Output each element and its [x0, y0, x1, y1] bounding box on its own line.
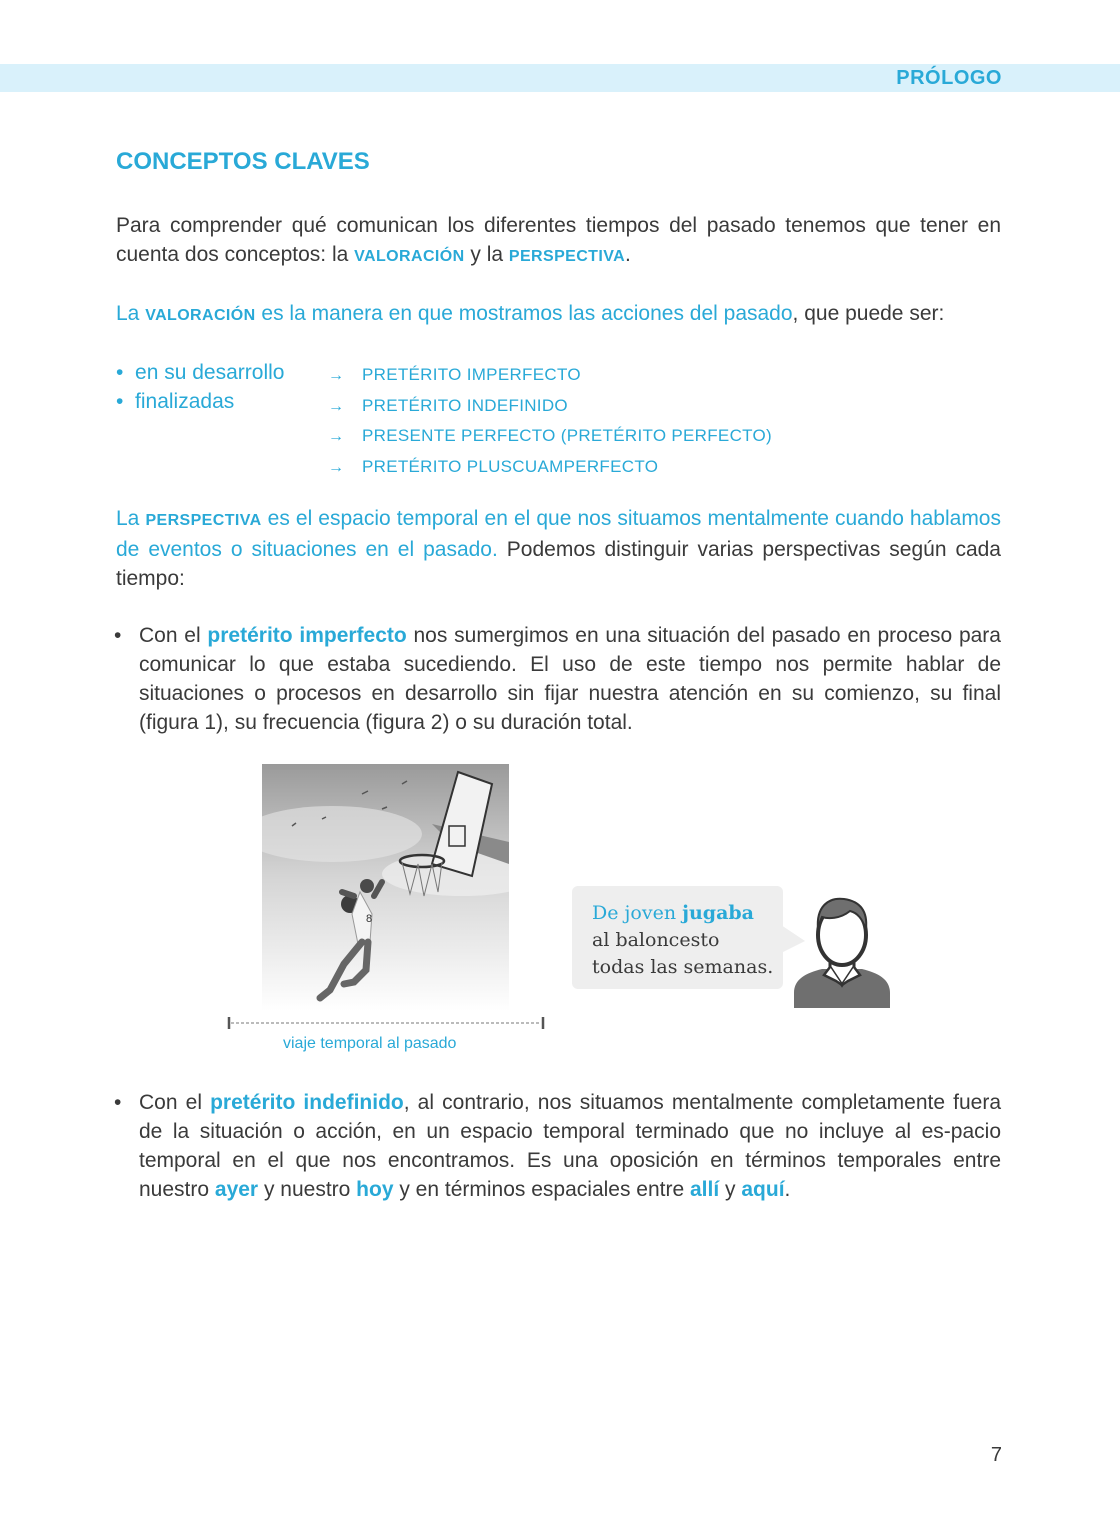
list-item: → PRETÉRITO PLUSCUAMPERFECTO [328, 452, 772, 483]
section-label: PRÓLOGO [896, 67, 1002, 89]
basketball-player-illustration [262, 764, 509, 1011]
indefinido-paragraph: • Con el pretérito indefinido, al contrario, nos situamos mentalmente completamente fuera de la situación o acción, en un espacio temporal terminado que no incluye al es-pacio temporal en el que nos encontramos. Es una oposición en términos temporales entre nuestro ayer y nuestro hoy y en términos espaciales entre allí y aquí. [139, 1088, 1001, 1204]
valoracion-definition: es la manera en que mostramos las acciones del pasado [255, 302, 793, 325]
page-title: CONCEPTOS CLAVES [116, 148, 370, 175]
valoracion-types [116, 358, 284, 416]
list-item: • en su desarrollo [116, 361, 285, 384]
timeline-caption: viaje temporal al pasado [283, 1035, 457, 1052]
intro-paragraph: Para comprender qué comunican los diferentes tiempos del pasado tenemos que tener en cuenta dos conceptos: la VALORACIÓN y la PERSPECTIVA. [116, 214, 1001, 266]
list-item: • finalizadas [116, 390, 235, 413]
avatar-icon [792, 895, 892, 1010]
page-number: 7 [990, 1444, 1002, 1466]
bullet-icon: • [114, 624, 122, 647]
arrow-icon: → [328, 428, 345, 445]
tense-list [328, 360, 772, 482]
arrow-icon: → [328, 458, 345, 476]
keyword-valoracion: VALORACIÓN [354, 248, 465, 265]
arrow-icon: → [328, 397, 345, 415]
perspectiva-definition: es el espacio temporal en el que nos situamos mentalmente cuando hablamos de eventos o situaciones en el pasado. [116, 507, 1001, 561]
bullet-icon: • [114, 1091, 122, 1114]
jersey-number: 8 [366, 913, 373, 925]
list-item: → PRESENTE PERFECTO (PRETÉRITO PERFECTO) [328, 421, 772, 452]
list-item: → PRETÉRITO INDEFINIDO [328, 391, 772, 422]
list-item: → PRETÉRITO IMPERFECTO [328, 360, 772, 391]
perspectiva-paragraph: La PERSPECTIVA es el espacio temporal en el que nos situamos mentalmente cuando hablamos de eventos o situaciones en el pasado. Podemos distinguir varias perspectivas según cada tiempo: [116, 507, 1001, 590]
arrow-icon: → [328, 367, 345, 384]
timeline [227, 1016, 545, 1030]
keyword-perspectiva: PERSPECTIVA [145, 512, 262, 529]
valoracion-paragraph: La VALORACIÓN es la manera en que mostramos las acciones del pasado, que puede ser: [116, 302, 945, 325]
imperfecto-paragraph: • Con el pretérito imperfecto nos sumergimos en una situación del pasado en proceso para comunicar lo que estaba sucediendo. El uso de este tiempo nos permite hablar de situaciones o procesos en desarrollo sin fijar nuestra atención en su comienzo, su final (figura 1), su frecuencia (figura 2) o su duración total. [139, 621, 1001, 737]
keyword-valoracion: VALORACIÓN [145, 307, 256, 324]
speech-bubble-text: De joven jugaba al baloncesto todas las semanas. [592, 902, 774, 978]
keyword-perspectiva: PERSPECTIVA [508, 248, 626, 265]
